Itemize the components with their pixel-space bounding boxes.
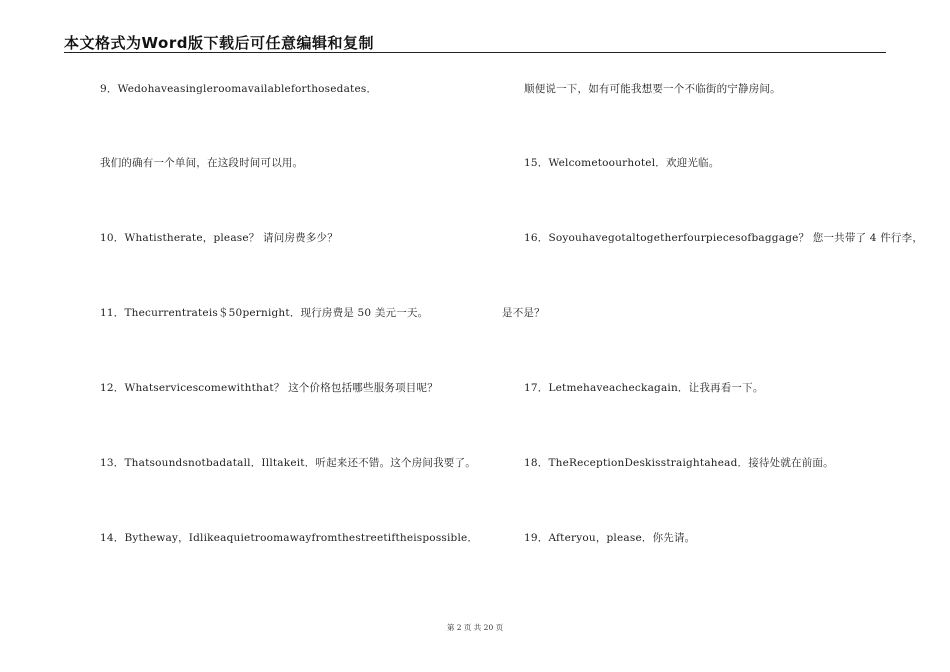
left-line-4: 11．Thecurrentrateis＄50pernight．现行房费是 50 美元一天。 [100, 307, 429, 319]
left-line-5: 12．Whatservicescomewiththat？ 这个价格包括哪些服务项目呢？ [100, 382, 438, 394]
left-line-6: 13．Thatsoundsnotbadatall．Illtakeit．听起来还不错。这个房间我要了。 [100, 457, 476, 469]
left-line-1: 9．Wedohaveasingleroomavailableforthosedates． [100, 83, 378, 95]
page-footer: 第 2 页 共 20 页 [446, 623, 504, 632]
right-line-3: 16．Soyouhavegotaltogetherfourpiecesofbaggage？ 您一共带了 4 件行李， [524, 232, 924, 244]
right-line-5: 17．Letmehaveacheckagain．让我再看一下。 [524, 382, 764, 394]
header-title: 本文格式为Word版下载后可任意编辑和复制 [64, 34, 374, 52]
right-line-2: 15．Welcometoourhotel．欢迎光临。 [524, 157, 720, 169]
left-line-7: 14．Bytheway，Idlikeaquietroomawayfromthestreetiftheispossible． [100, 532, 479, 544]
left-line-2: 我们的确有一个单间，在这段时间可以用。 [100, 157, 304, 169]
right-line-6: 18．TheReceptionDeskisstraightahead．接待处就在前面。 [524, 457, 834, 469]
right-line-1: 顺便说一下，如有可能我想要一个不临街的宁静房间。 [524, 83, 781, 95]
right-line-7: 19．Afteryou，please．你先请。 [524, 532, 696, 544]
right-line-4: 是不是？ [502, 307, 545, 319]
left-line-3: 10．Whatistherate，please？ 请问房费多少？ [100, 232, 338, 244]
page-header [64, 30, 886, 53]
